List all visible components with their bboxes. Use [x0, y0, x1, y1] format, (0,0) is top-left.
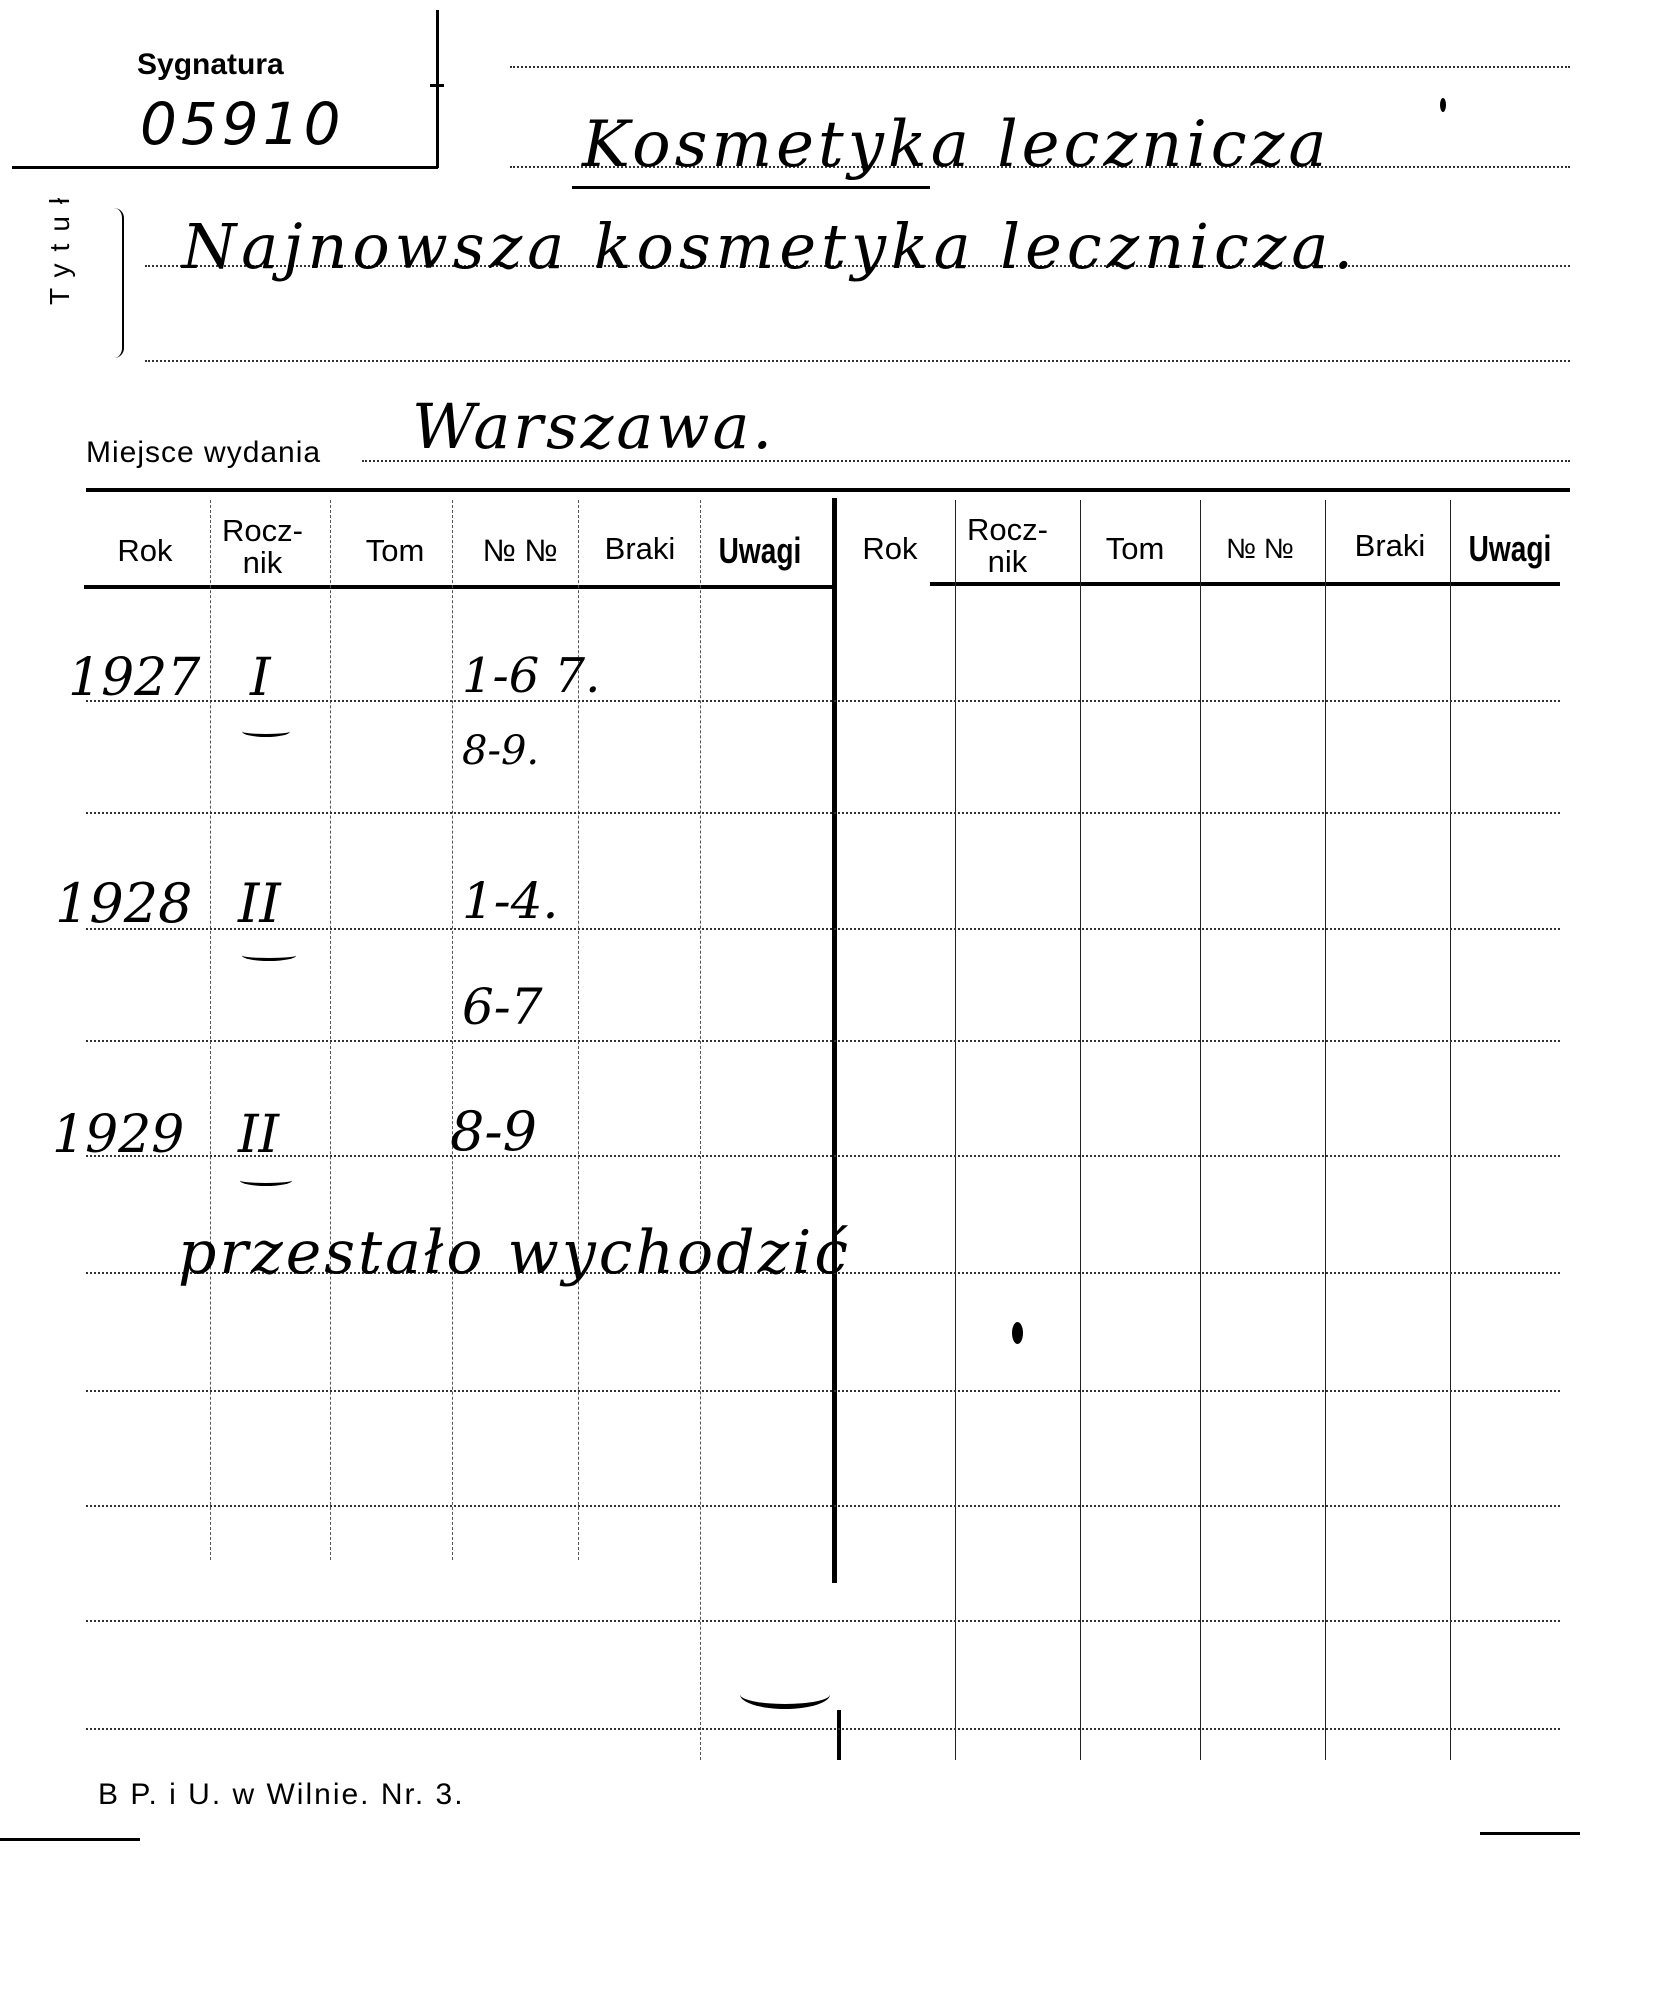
header-rocznik-left: Rocz- nik	[222, 513, 303, 580]
col-sep-right-5	[1450, 500, 1451, 1760]
place-value: Warszawa.	[412, 390, 776, 463]
row-line-5	[86, 1155, 1560, 1157]
col-sep-left-2	[330, 500, 331, 1560]
header-dotted-line-top	[510, 66, 1570, 68]
row-line-1	[86, 700, 1560, 702]
full-title: Najnowsza kosmetyka lecznicza.	[182, 210, 1359, 283]
signature-box-tick	[430, 84, 444, 87]
place-label: Miejsce wydania	[86, 436, 322, 469]
header-uwagi-left: Uwagi	[718, 530, 802, 571]
ink-dot-top	[1440, 98, 1446, 112]
signature-label: Sygnatura	[137, 48, 284, 81]
header-rok-left: Rok	[117, 533, 173, 568]
entry-1929-rocznik: II	[238, 1105, 280, 1165]
entry-1927-rocznik: I	[250, 648, 271, 708]
ink-stroke	[740, 1680, 830, 1709]
col-sep-left-5	[700, 500, 701, 1760]
row-line-7	[86, 1390, 1560, 1392]
header-numery-left: № №	[482, 533, 558, 568]
header-rocznik-right: Rocz- nik	[967, 512, 1048, 579]
col-sep-right-1	[955, 500, 956, 1760]
signature-box	[12, 10, 438, 168]
card-bottom-edge-left	[0, 1838, 140, 1841]
col-sep-left-1	[210, 500, 211, 1560]
row-line-8	[86, 1505, 1560, 1507]
signature-value: 05910	[140, 90, 345, 158]
col-sep-right-3	[1200, 500, 1201, 1760]
signature-box-bottom-border	[12, 166, 438, 169]
header-uwagi-right: Uwagi	[1468, 528, 1552, 569]
row-line-3	[86, 928, 1560, 930]
title-line-2	[145, 360, 1570, 362]
entry-1927-rok: 1927	[68, 648, 201, 708]
entry-1927-numery: 1-6 7.	[462, 648, 601, 704]
entry-1927-numery2: 8-9.	[462, 728, 540, 774]
card-bottom-edge-right	[1480, 1832, 1580, 1835]
rocznik-underline-3	[240, 1175, 292, 1186]
title-brace	[112, 208, 124, 358]
table-top-rule	[86, 488, 1570, 492]
ink-dot	[1012, 1322, 1023, 1344]
header-numery-right: № №	[1226, 533, 1294, 564]
row-line-10	[86, 1728, 1560, 1730]
entry-1928-rok: 1928	[55, 872, 193, 935]
entry-1928-numery: 1-4.	[462, 872, 559, 930]
signature-box-right-border	[436, 10, 439, 168]
header-rok-right: Rok	[862, 531, 918, 566]
entry-1928-numery2: 6-7	[462, 978, 543, 1036]
rocznik-underline-2	[242, 950, 296, 961]
col-sep-left-3	[452, 500, 453, 1560]
header-braki-left: Braki	[604, 531, 676, 566]
header-tom-right: Tom	[1105, 531, 1165, 566]
col-sep-right-2	[1080, 500, 1081, 1760]
short-title-underline	[572, 186, 930, 189]
header-bottom-rule-right	[930, 582, 1560, 586]
row-line-2	[86, 812, 1560, 814]
center-divider-stub	[837, 1710, 841, 1760]
short-title: Kosmetyka lecznicza	[582, 108, 1331, 182]
row-line-4	[86, 1040, 1560, 1042]
col-sep-right-4	[1325, 500, 1326, 1760]
header-bottom-rule-left	[84, 585, 832, 589]
header-tom-left: Tom	[365, 533, 425, 568]
entry-1929-numery: 8-9	[450, 1100, 537, 1163]
printer-footer: B P. i U. w Wilnie. Nr. 3.	[98, 1778, 465, 1811]
entry-1929-rok: 1929	[52, 1105, 185, 1165]
rocznik-underline-1	[242, 726, 290, 737]
entry-1928-rocznik: II	[238, 872, 281, 935]
cessation-note: przestało wychodzić	[178, 1218, 851, 1288]
row-line-9	[86, 1620, 1560, 1622]
title-label: Tytuł	[44, 185, 75, 305]
header-braki-right: Braki	[1354, 528, 1426, 563]
